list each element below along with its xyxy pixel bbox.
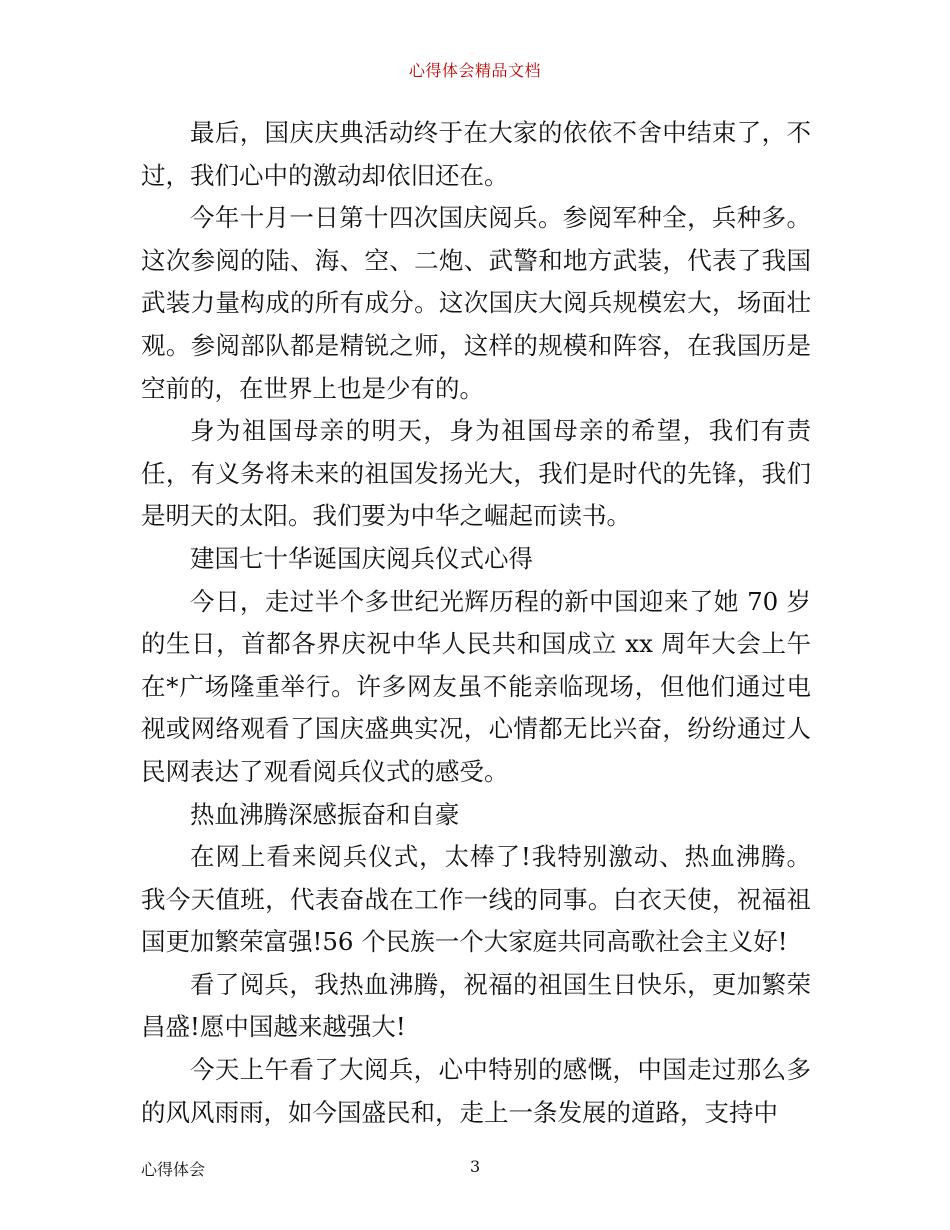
paragraph: 最后，国庆庆典活动终于在大家的依依不舍中结束了，不过，我们心中的激动却依旧还在。 bbox=[141, 118, 811, 190]
paragraph: 今年十月一日第十四次国庆阅兵。参阅军种全，兵种多。这次参阅的陆、海、空、二炮、武警和地方武装，代表了我国武装力量构成的所有成分。这次国庆大阅兵规模宏大，场面壮观。参阅部队都是精锐之师，这样的规模和阵容，在我国历是空前的，在世界上也是少有的。 bbox=[141, 203, 811, 403]
page-header-title: 心得体会精品文档 bbox=[408, 61, 541, 80]
section-heading: 热血沸腾深感振奋和自豪 bbox=[190, 799, 460, 829]
paragraph: 看了阅兵，我热血沸腾，祝福的祖国生日快乐，更加繁荣昌盛!愿中国越来越强大! bbox=[141, 969, 811, 1042]
section-heading: 建国七十华诞国庆阅兵仪式心得 bbox=[190, 543, 533, 573]
footer-label: 心得体会 bbox=[141, 1160, 206, 1179]
page-number: 3 bbox=[470, 1157, 481, 1176]
paragraph: 身为祖国母亲的明天，身为祖国母亲的希望，我们有责任，有义务将未来的祖国发扬光大，我们是时代的先锋，我们是明天的太阳。我们要为中华之崛起而读书。 bbox=[141, 416, 811, 531]
document-body bbox=[141, 112, 811, 1134]
paragraph: 在网上看来阅兵仪式，太棒了!我特别激动、热血沸腾。我今天值班，代表奋战在工作一线的同事。白衣天使，祝福祖国更加繁荣富强!56 个民族一个大家庭共同高歌社会主义好! bbox=[141, 842, 811, 957]
paragraph: 今天上午看了大阅兵，心中特别的感慨，中国走过那么多的风风雨雨，如今国盛民和，走上一条发展的道路，支持中 bbox=[141, 1055, 811, 1127]
paragraph: 今日，走过半个多世纪光辉历程的新中国迎来了她 70 岁的生日，首都各界庆祝中华人民共和国成立 xx 周年大会上午在*广场隆重举行。许多网友虽不能亲临现场，但他们通过电视或网络观看了国庆盛典实况，心情都无比兴奋，纷纷通过人民网表达了观看阅兵仪式的感受。 bbox=[141, 586, 811, 786]
